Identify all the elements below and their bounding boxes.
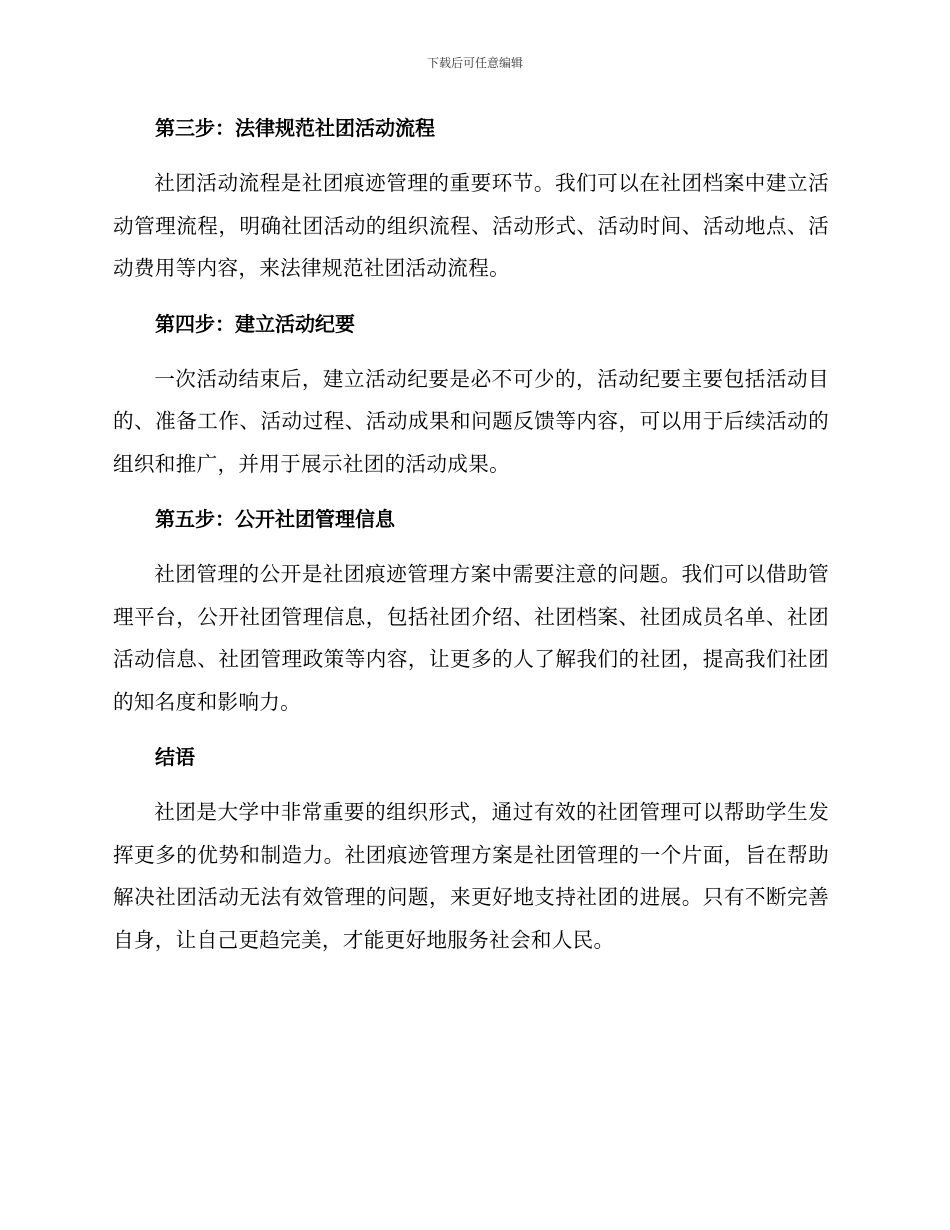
section-step-three <box>113 108 829 304</box>
document-body <box>113 108 829 961</box>
section-paragraph: 社团是大学中非常重要的组织形式，通过有效的社团管理可以帮助学生发挥更多的优势和制造力。社团痕迹管理方案是社团管理的一个片面，旨在帮助解决社团活动无法有效管理的问题，来更好地支持社团的进展。只有不断完善自身，让自己更趋完美，才能更好地服务社会和人民。 <box>113 800 829 952</box>
section-heading: 第四步：建立活动纪要 <box>155 311 355 336</box>
page-header: 下载后可任意编辑 <box>426 56 523 70</box>
section-step-five <box>113 499 829 737</box>
section-heading: 第五步：公开社团管理信息 <box>155 507 395 531</box>
section-paragraph: 社团活动流程是社团痕迹管理的重要环节。我们可以在社团档案中建立活动管理流程，明确社团活动的组织流程、活动形式、活动时间、活动地点、活动费用等内容，来法律规范社团活动流程。 <box>113 171 829 280</box>
section-conclusion <box>113 737 829 961</box>
section-step-four <box>113 304 829 500</box>
section-heading: 结语 <box>155 745 195 769</box>
section-paragraph: 社团管理的公开是社团痕迹管理方案中需要注意的问题。我们可以借助管理平台，公开社团管理信息，包括社团介绍、社团档案、社团成员名单、社团活动信息、社团管理政策等内容，让更多的人了解我们的社团，提高我们社团的知名度和影响力。 <box>113 562 829 714</box>
section-paragraph: 一次活动结束后，建立活动纪要是必不可少的，活动纪要主要包括活动目的、准备工作、活动过程、活动成果和问题反馈等内容，可以用于后续活动的组织和推广，并用于展示社团的活动成果。 <box>113 366 829 476</box>
section-heading: 第三步：法律规范社团活动流程 <box>155 116 435 140</box>
